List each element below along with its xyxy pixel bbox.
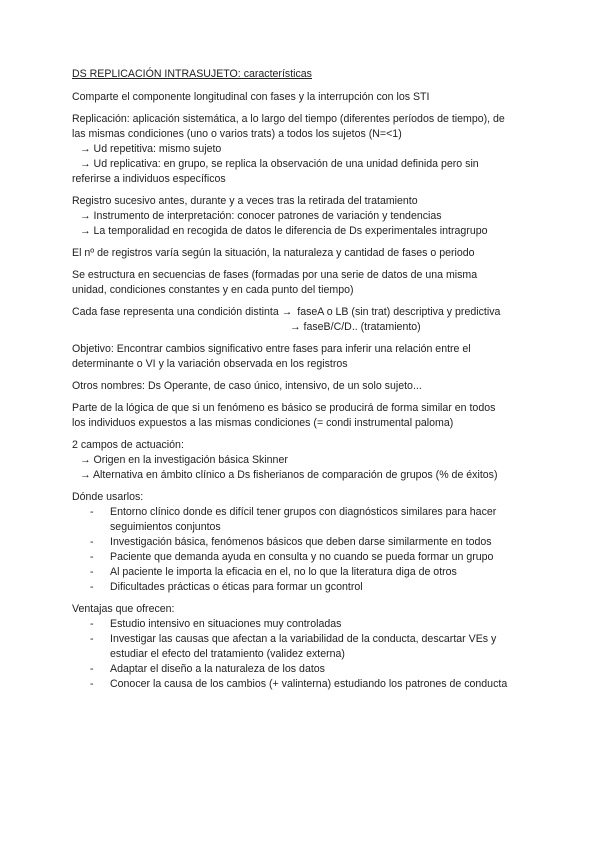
list-item-text: Investigación básica, fenómenos básicos que deben darse similarmente en todos <box>110 536 492 548</box>
text-line: El nº de registros varía según la situación, la naturaleza y cantidad de fases o periodo <box>72 247 475 259</box>
dash-marker: - <box>90 506 94 518</box>
arrow-line: → La temporalidad en recogida de datos le diferencia de Ds experimentales intragrupo <box>80 225 488 237</box>
bullet-list <box>72 505 532 595</box>
section-heading: Dónde usarlos: <box>72 491 144 503</box>
list-item <box>72 505 532 535</box>
list-item-text: Al paciente le importa la eficacia en el, no lo que la literatura diga de otros <box>110 566 457 578</box>
text-line: referirse a individuos específicos <box>72 173 226 185</box>
section-donde-usarlos <box>72 490 532 595</box>
paragraph-objetivo <box>72 342 532 372</box>
paragraph-replicacion <box>72 112 532 187</box>
list-item-text: Dificultades prácticas o éticas para formar un gcontrol <box>110 581 363 593</box>
paragraph-comparte <box>72 90 532 105</box>
page-title: DS REPLICACIÓN INTRASUJETO: características <box>72 68 312 80</box>
paragraph-registro <box>72 194 532 239</box>
text-line: Se estructura en secuencias de fases (formadas por una serie de datos de una misma <box>72 269 478 281</box>
dash-marker: - <box>90 551 94 563</box>
dash-marker: - <box>90 678 94 690</box>
dash-marker: - <box>90 581 94 593</box>
text-line: unidad, condiciones constantes y en cada punto del tiempo) <box>72 284 354 296</box>
fase-left-text: Cada fase representa una condición distinta → <box>72 306 293 318</box>
arrow-line: → Origen en la investigación básica Skinner <box>80 454 288 466</box>
list-item-text: Adaptar el diseño a la naturaleza de los datos <box>110 663 325 675</box>
paragraph-fases <box>72 305 532 335</box>
dash-marker: - <box>90 536 94 548</box>
fase-right-text: faseA o LB (sin trat) descriptiva y predictiva <box>297 306 501 318</box>
bullet-list <box>72 617 532 692</box>
text-line: Registro sucesivo antes, durante y a veces tras la retirada del tratamiento <box>72 195 418 207</box>
paragraph-registros <box>72 246 532 261</box>
dash-marker: - <box>90 566 94 578</box>
paragraph-campos <box>72 438 532 483</box>
text-line: Replicación: aplicación sistemática, a lo largo del tiempo (diferentes períodos de tiempo), de <box>72 113 505 125</box>
text-line: 2 campos de actuación: <box>72 439 184 451</box>
dash-marker: - <box>90 633 94 645</box>
text-line: Objetivo: Encontrar cambios significativo entre fases para inferir una relación entre el <box>72 343 471 355</box>
text-line: las mismas condiciones (uno o varios trats) a todos los sujetos (N=<1) <box>72 128 402 140</box>
list-item <box>72 677 532 692</box>
arrow-line: → Ud repetitiva: mismo sujeto <box>80 143 222 155</box>
text-line: Parte de la lógica de que si un fenómeno es básico se producirá de forma similar en todos <box>72 402 496 414</box>
paragraph-estructura <box>72 268 532 298</box>
arrow-line: → Ud replicativa: en grupo, se replica la observación de una unidad definida pero sin <box>80 158 479 170</box>
list-item-text: Paciente que demanda ayuda en consulta y no cuando se pueda formar un grupo <box>110 551 494 563</box>
text-line: determinante o VI y la variación observada en los registros <box>72 358 348 370</box>
arrow-line: → Alternativa en ámbito clínico a Ds fisherianos de comparación de grupos (% de éxitos) <box>80 469 498 481</box>
fase-second-line: → faseB/C/D.. (tratamiento) <box>290 321 421 333</box>
text-line: Otros nombres: Ds Operante, de caso único, intensivo, de un solo sujeto... <box>72 380 422 392</box>
fase-row <box>72 305 532 320</box>
paragraph-logica <box>72 401 532 431</box>
list-item-text: Estudio intensivo en situaciones muy controladas <box>110 618 342 630</box>
list-item <box>72 580 532 595</box>
section-heading: Ventajas que ofrecen: <box>72 603 175 615</box>
list-item <box>72 662 532 677</box>
dash-marker: - <box>90 663 94 675</box>
text-line: Comparte el componente longitudinal con fases y la interrupción con los STI <box>72 91 430 103</box>
list-item <box>72 617 532 632</box>
paragraph-otros-nombres <box>72 379 532 394</box>
list-item <box>72 550 532 565</box>
list-item-text: Conocer la causa de los cambios (+ valinterna) estudiando los patrones de conducta <box>110 678 508 690</box>
list-item-text: Entorno clínico donde es difícil tener grupos con diagnósticos similares para hacer seguimientos conjuntos <box>110 506 497 533</box>
arrow-line: → Instrumento de interpretación: conocer patrones de variación y tendencias <box>80 210 442 222</box>
list-item-text: Investigar las causas que afectan a la variabilidad de la conducta, descartar VEs y estudiar el efecto del tratamiento (validez externa) <box>110 633 497 660</box>
text-line: los individuos expuestos a las mismas condiciones (= condi instrumental paloma) <box>72 417 454 429</box>
document-page <box>72 67 532 699</box>
list-item <box>72 632 532 662</box>
section-ventajas <box>72 602 532 692</box>
list-item <box>72 565 532 580</box>
list-item <box>72 535 532 550</box>
dash-marker: - <box>90 618 94 630</box>
